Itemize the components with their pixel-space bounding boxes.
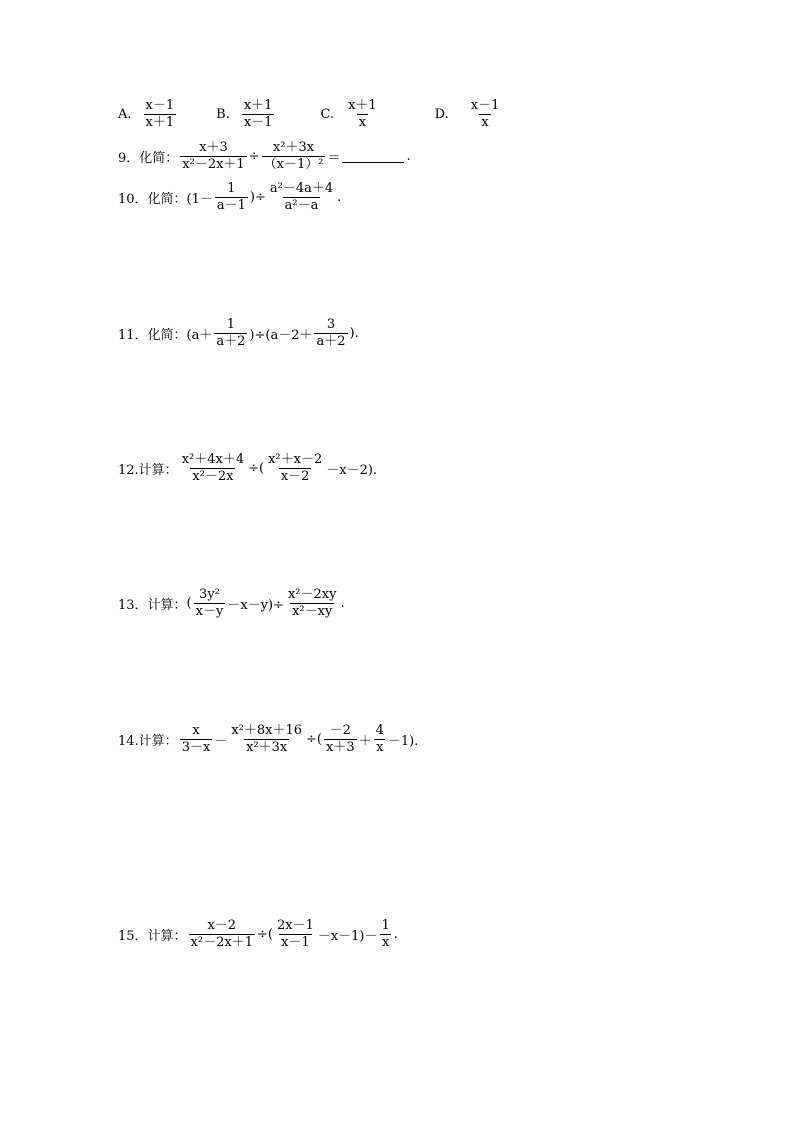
question-9 <box>118 140 411 173</box>
fraction <box>215 181 248 214</box>
fraction <box>374 723 386 756</box>
end-text: . <box>406 149 411 164</box>
numerator: 2x－1 <box>276 918 314 933</box>
denominator: x²－xy <box>292 604 333 619</box>
denominator: x²－2x＋1 <box>182 157 245 172</box>
expr-text: ( <box>186 596 192 611</box>
operator: ＋ <box>358 734 372 749</box>
option-d <box>435 98 504 131</box>
fraction <box>275 918 316 951</box>
question-13 <box>118 587 345 620</box>
question-label: 9．化简： <box>118 151 179 166</box>
question-12 <box>118 452 377 485</box>
question-15 <box>118 918 398 951</box>
numerator: －2 <box>329 723 351 738</box>
expr-text: ÷( <box>248 461 265 476</box>
denominator: x－1 <box>281 935 310 950</box>
fraction <box>324 723 357 756</box>
fraction <box>189 918 255 951</box>
denominator: x²＋3x <box>246 740 288 755</box>
denominator: x <box>481 115 489 130</box>
numerator: x²＋4x＋4 <box>181 452 245 467</box>
question-label: 14.计算： <box>118 734 178 749</box>
operator: ÷ <box>248 149 260 164</box>
fraction <box>346 98 379 131</box>
denominator: x²－2x <box>192 469 234 484</box>
denominator: x²－2x＋1 <box>190 935 253 950</box>
numerator: 4 <box>375 723 384 738</box>
expr-text: －x－1)－ <box>317 929 378 944</box>
denominator: x－2 <box>280 469 310 484</box>
option-letter: B. <box>216 107 230 122</box>
expr-text: ÷( <box>306 732 322 747</box>
fraction <box>266 452 324 485</box>
numerator: x²＋x－2 <box>268 452 323 467</box>
expr-text: ÷( <box>256 927 273 942</box>
fraction <box>194 587 226 620</box>
fraction <box>242 98 275 131</box>
expr-text: －x－y)÷ <box>227 598 284 613</box>
denominator: a²－a <box>284 198 319 213</box>
denominator: x－1 <box>243 115 273 130</box>
fraction <box>144 98 177 131</box>
option-b <box>216 98 276 131</box>
fraction <box>180 452 246 485</box>
numerator: x²＋3x <box>272 140 315 155</box>
question-label: 15．计算： <box>118 929 187 944</box>
end-text: ). <box>349 326 359 341</box>
expr-text: (1－ <box>186 192 213 207</box>
denominator: x＋1 <box>145 115 175 130</box>
denominator: x＋3 <box>325 740 355 755</box>
denominator: （x－1）² <box>263 157 324 172</box>
option-letter: A. <box>118 107 132 122</box>
expr-text: (a＋ <box>186 328 213 343</box>
fraction <box>286 587 339 620</box>
numerator: x²＋8x＋16 <box>231 723 303 738</box>
equals-sign: ＝ <box>327 151 341 166</box>
question-label: 10．化简： <box>118 192 187 207</box>
option-c <box>320 98 380 131</box>
question-label: 11．化简： <box>118 328 187 343</box>
end-text: －x－2). <box>326 463 378 478</box>
denominator: x <box>381 935 390 950</box>
option-letter: D. <box>434 107 449 122</box>
fraction <box>268 181 335 214</box>
numerator: x－2 <box>207 918 237 933</box>
answer-blank[interactable] <box>342 150 404 163</box>
question-label: 13．计算： <box>118 598 187 613</box>
numerator: 3 <box>326 317 336 332</box>
q8-options <box>118 98 503 131</box>
denominator: x <box>376 740 384 755</box>
option-letter: C. <box>320 107 335 122</box>
fraction <box>380 918 392 951</box>
fraction <box>229 723 304 756</box>
expr-text: )÷(a－2＋ <box>249 328 313 343</box>
denominator: x <box>358 115 367 130</box>
numerator: x＋1 <box>243 98 273 113</box>
numerator: 3y² <box>199 587 220 602</box>
denominator: 3－x <box>181 740 211 755</box>
fraction <box>180 140 246 173</box>
end-text: . <box>337 190 342 205</box>
fraction <box>314 317 347 350</box>
numerator: 1 <box>226 317 236 332</box>
expr-text: )÷ <box>249 190 266 205</box>
numerator: x＋1 <box>348 98 377 113</box>
numerator: 1 <box>227 181 236 196</box>
end-text: . <box>393 927 398 942</box>
numerator: x²－2xy <box>287 587 337 602</box>
denominator: x－y <box>195 604 224 619</box>
question-label: 12.计算： <box>118 463 178 478</box>
fraction <box>214 317 247 350</box>
denominator: a＋2 <box>316 334 346 349</box>
numerator: x <box>192 723 200 738</box>
operator: － <box>214 734 228 749</box>
numerator: x－1 <box>470 98 500 113</box>
fraction <box>180 723 213 756</box>
fraction <box>469 98 502 131</box>
numerator: a²－4a＋4 <box>269 181 334 196</box>
denominator: a＋2 <box>216 334 246 349</box>
end-text: －1). <box>387 734 419 749</box>
option-a <box>118 98 178 131</box>
question-11 <box>118 317 359 350</box>
numerator: x＋3 <box>199 140 228 155</box>
question-10 <box>118 181 341 214</box>
question-14 <box>118 723 418 756</box>
denominator: a－1 <box>216 198 246 213</box>
numerator: x－1 <box>145 98 175 113</box>
fraction <box>262 140 326 173</box>
end-text: . <box>340 596 345 611</box>
numerator: 1 <box>381 918 390 933</box>
